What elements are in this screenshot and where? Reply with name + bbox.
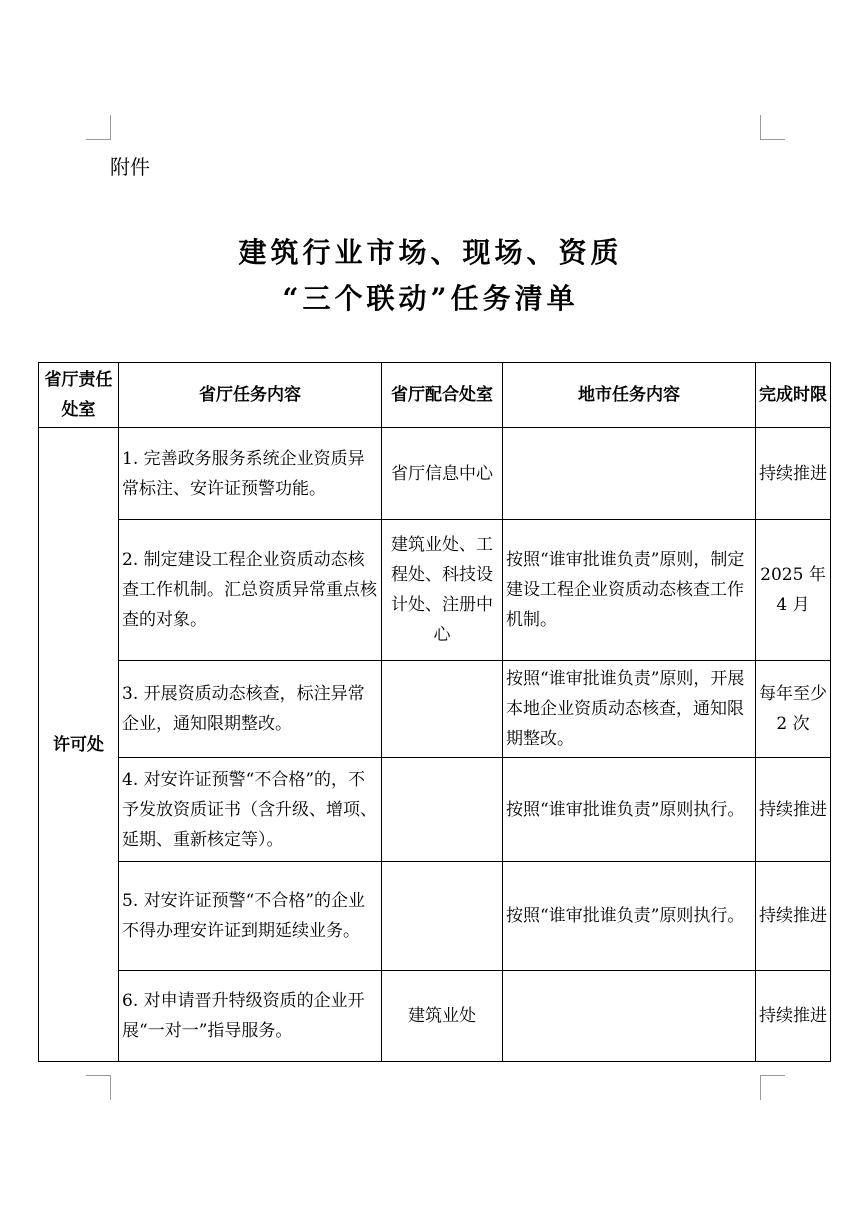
city-task-cell: 按照“谁审批谁负责”原则执行。 [503,862,756,971]
table-row [39,520,831,661]
coop-cell: 省厅信息中心 [382,428,503,520]
crop-mark-bottom-left [86,1075,111,1100]
table-row [39,428,831,520]
coop-cell [382,661,503,758]
city-task-cell: 按照“谁审批谁负责”原则，制定建设工程企业资质动态核查工作机制。 [503,520,756,661]
deadline-cell: 持续推进 [756,971,831,1062]
city-task-cell: 按照“谁审批谁负责”原则，开展本地企业资质动态核查，通知限期整改。 [503,661,756,758]
crop-mark-top-right [760,115,785,140]
city-task-cell: 按照“谁审批谁负责”原则执行。 [503,758,756,862]
coop-cell [382,862,503,971]
task-cell: 5. 对安许证预警“不合格”的企业不得办理安许证到期延续业务。 [119,862,382,971]
task-cell: 2. 制定建设工程企业资质动态核查工作机制。汇总资质异常重点核查的对象。 [119,520,382,661]
header-task: 省厅任务内容 [119,363,382,428]
header-dept: 省厅责任处室 [39,363,119,428]
header-city: 地市任务内容 [503,363,756,428]
table-row [39,971,831,1062]
crop-mark-top-left [86,115,111,140]
city-task-cell [503,971,756,1062]
table-header-row [39,363,831,428]
deadline-cell: 持续推进 [756,758,831,862]
task-cell: 1. 完善政务服务系统企业资质异常标注、安许证预警功能。 [119,428,382,520]
city-task-cell [503,428,756,520]
deadline-cell: 持续推进 [756,862,831,971]
crop-mark-bottom-right [760,1075,785,1100]
responsible-dept-cell: 许可处 [39,428,119,1062]
task-cell: 6. 对申请晋升特级资质的企业开展“一对一”指导服务。 [119,971,382,1062]
table-row [39,758,831,862]
coop-cell [382,758,503,862]
document-title-line2: “三个联动”任务清单 [282,282,579,315]
table-row [39,862,831,971]
header-coop: 省厅配合处室 [382,363,503,428]
task-table [38,362,831,1062]
deadline-cell: 每年至少 2 次 [756,661,831,758]
coop-cell: 建筑业处 [382,971,503,1062]
deadline-cell: 2025 年 4 月 [756,520,831,661]
task-cell: 3. 开展资质动态核查，标注异常企业，通知限期整改。 [119,661,382,758]
attachment-label: 附件 [110,155,150,179]
task-cell: 4. 对安许证预警“不合格”的，不予发放资质证书（含升级、增项、延期、重新核定等）。 [119,758,382,862]
document-title-line1: 建筑行业市场、现场、资质 [238,236,623,269]
header-deadline: 完成时限 [756,363,831,428]
deadline-cell: 持续推进 [756,428,831,520]
coop-cell: 建筑业处、工程处、科技设计处、注册中心 [382,520,503,661]
table-row [39,661,831,758]
